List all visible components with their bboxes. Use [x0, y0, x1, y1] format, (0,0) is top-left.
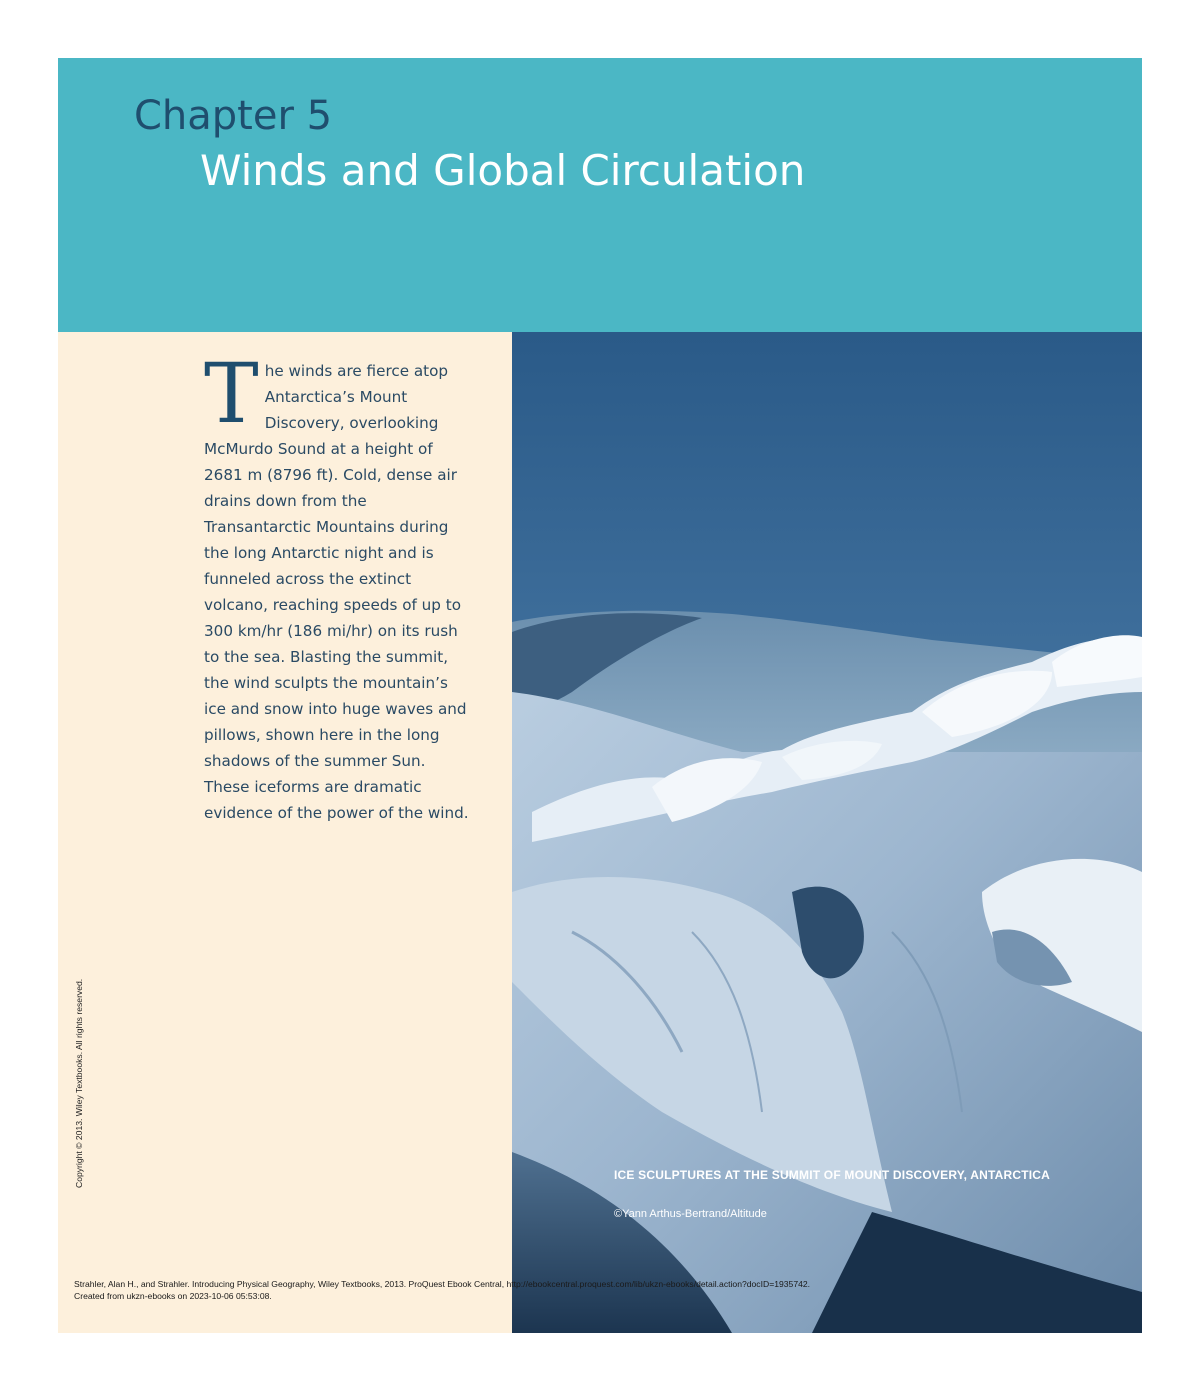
chapter-header-band [58, 58, 1142, 332]
textbook-page [58, 58, 1142, 1333]
photo-caption: ICE SCULPTURES AT THE SUMMIT OF MOUNT DISCOVERY, ANTARCTICA [614, 1168, 1051, 1182]
chapter-number: Chapter 5 [134, 93, 333, 139]
mountain-ice-illustration [512, 332, 1142, 1333]
photo-credit: ©Yann Arthus-Bertrand/Altitude [614, 1208, 767, 1220]
citation-footer [74, 1278, 810, 1302]
intro-paragraph [204, 347, 472, 826]
chapter-title: Winds and Global Circulation [200, 146, 806, 195]
created-line: Created from ukzn-ebooks on 2023-10-06 05:53:08. [74, 1291, 272, 1301]
copyright-notice: Copyright © 2013. Wiley Textbooks. All rights reserved. [74, 978, 84, 1188]
intro-text: he winds are fierce atop Antarctica’s Mount Discovery, overlooking McMurdo Sound at a height of 2681 m (8796 ft). Cold, dense air drains down from the Transantarctic Mountains during the long Antarctic night and is funneled across the extinct volcano, reaching speeds of up to 300 km/hr (186 mi/hr) on its rush to the sea. Blasting the summit, the wind sculpts the mountain’s ice and snow into huge waves and pillows, shown here in the long shadows of the summer Sun. These iceforms are dramatic evidence of the power of the wind. [204, 362, 469, 822]
intro-panel [58, 332, 512, 1333]
drop-cap: T [204, 347, 259, 442]
summit-photo [512, 332, 1142, 1333]
citation-line: Strahler, Alan H., and Strahler. Introducing Physical Geography, Wiley Textbooks, 2013. ProQuest Ebook Central, http://ebookcentral.proquest.com/lib/ukzn-ebooks/detail.action?docID=1935742. [74, 1279, 811, 1289]
